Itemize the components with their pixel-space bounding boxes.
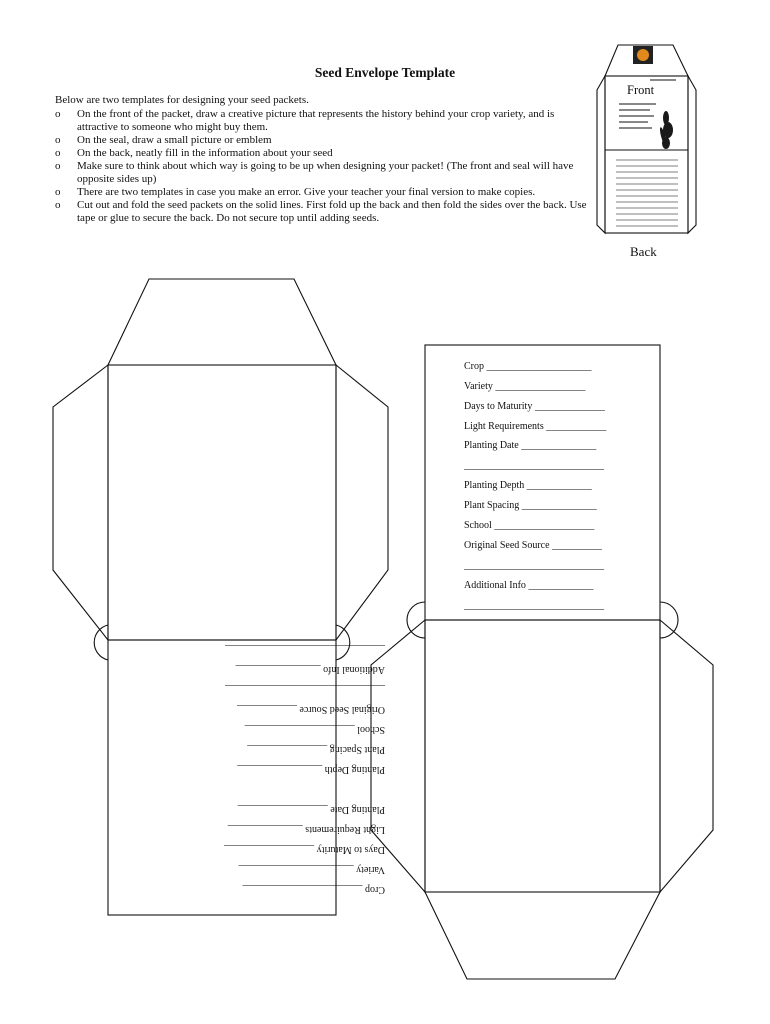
form-field-original-seed-source: Original Seed Source __________ <box>464 540 603 551</box>
form-field-school: School ______________________ <box>244 724 385 735</box>
form-field-crop: Crop ________________________ <box>242 884 385 895</box>
form-field-additional-info: Additional Info _____________ <box>464 580 594 591</box>
thumbnail-envelope <box>597 45 696 233</box>
instruction-item: o On the back, neatly fill in the information about your seed <box>55 147 595 160</box>
form-field-planting-depth: Planting Depth _________________ <box>237 764 385 775</box>
form-blank-line: ________________________________ <box>225 684 385 695</box>
thumbnail-front-label: Front <box>627 83 655 97</box>
form-blank-line: ____________________________ <box>464 600 604 611</box>
form-field-light-requirements: Light Requirements ____________ <box>464 421 607 432</box>
page-title: Seed Envelope Template <box>314 65 456 80</box>
form-field-school: School ____________________ <box>464 520 595 531</box>
form-field-light-requirements: Light Requirements _______________ <box>227 824 385 835</box>
form-field-planting-date: Planting Date __________________ <box>237 804 385 815</box>
instruction-item: o Cut out and fold the seed packets on the solid lines. First fold up the back and then fold the sides over the back. Use tape or glue to secure the back. Do not secure top until adding seeds. <box>55 199 595 225</box>
form-field-variety: Variety _______________________ <box>238 864 385 875</box>
form-field-additional-info: Additional Info _________________ <box>235 664 385 675</box>
form-blank-line: ________________________________ <box>225 644 385 655</box>
form-field-original-seed-source: Original Seed Source ____________ <box>236 704 385 715</box>
form-blank-line: ____________________________ <box>464 460 604 471</box>
thumbnail-corn-drawing <box>659 111 673 149</box>
form-field-planting-depth: Planting Depth _____________ <box>464 480 592 491</box>
form-field-crop: Crop _____________________ <box>464 361 592 372</box>
form-field-days-to-maturity: Days to Maturity ______________ <box>464 401 605 412</box>
form-field-variety: Variety __________________ <box>464 381 586 392</box>
thumbnail-back-label: Back <box>630 244 657 259</box>
thumbnail-seal-emblem <box>633 46 653 64</box>
left-info-form-inverted <box>110 640 425 915</box>
form-field-plant-spacing: Plant Spacing _______________ <box>464 500 597 511</box>
form-field-planting-date: Planting Date _______________ <box>464 440 597 451</box>
form-field-plant-spacing: Plant Spacing ________________ <box>247 744 385 755</box>
instruction-item: o Make sure to think about which way is going to be up when designing your packet! (The front and seal will have opposite sides up) <box>55 160 595 186</box>
form-field-days-to-maturity: Days to Maturity __________________ <box>224 844 385 855</box>
intro-text: Below are two templates for designing your seed packets. <box>55 94 309 106</box>
instruction-item: o There are two templates in case you make an error. Give your teacher your final version to make copies. <box>55 186 595 199</box>
form-blank-line: ____________________________ <box>464 560 604 571</box>
instruction-item: o On the front of the packet, draw a creative picture that represents the history behind your crop variety, and is attractive to someone who might buy them. <box>55 108 595 134</box>
instruction-item: o On the seal, draw a small picture or emblem <box>55 134 595 147</box>
